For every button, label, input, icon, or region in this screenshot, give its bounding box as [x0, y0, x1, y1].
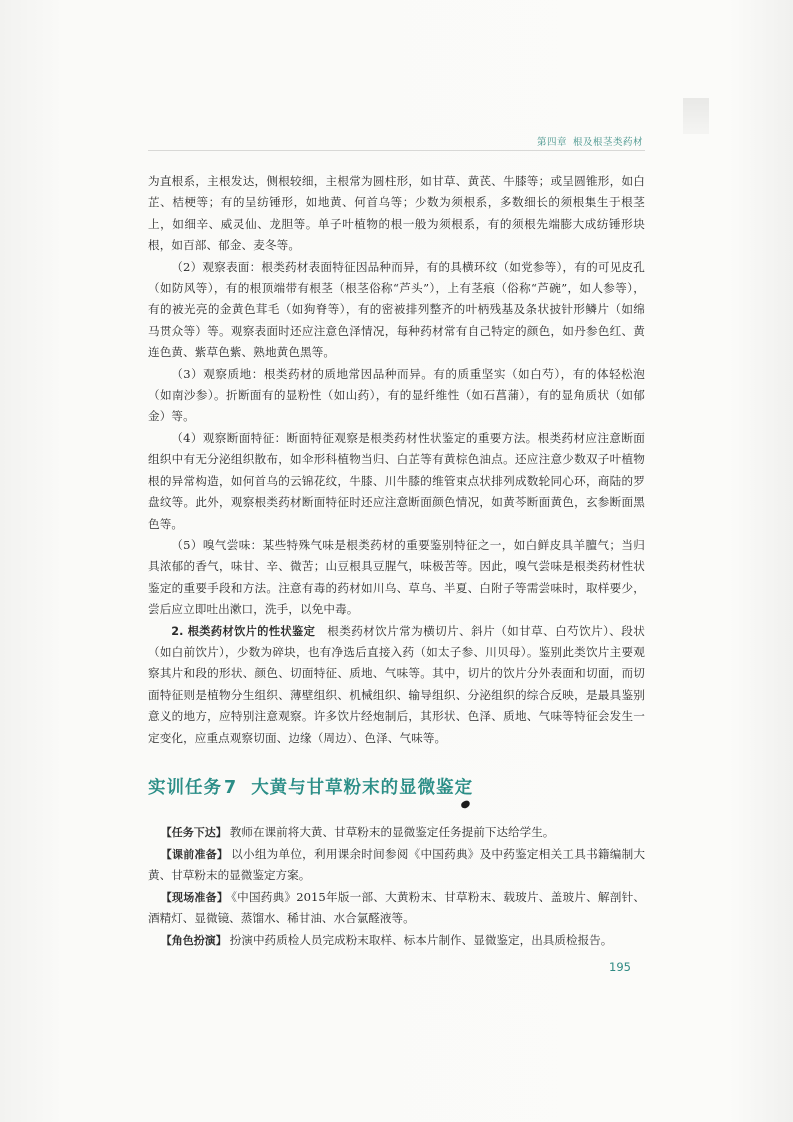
task-item: [148, 822, 645, 844]
task-text: 《中国药典》2015年版一部、大黄粉末、甘草粉末、载玻片、盖玻片、解剖针、酒精灯、显微镜、蒸馏水、稀甘油、水合氯醛液等。: [148, 889, 645, 926]
chapter-label: 第四章: [536, 137, 567, 148]
subheading-decoction-pieces: 2. 根类药材饮片的性状鉴定: [171, 624, 316, 638]
task-text: 扮演中药质检人员完成粉末取样、标本片制作、显微鉴定，出具质检报告。: [229, 932, 613, 947]
section-number: 7: [224, 778, 238, 798]
paragraph-decoction-pieces: [148, 621, 645, 749]
page-corner-shadow: [683, 98, 709, 134]
paragraph-root-system: 为直根系，主根发达，侧根较细，主根常为圆柱形，如甘草、黄芪、牛膝等；或呈圆锥形，如白芷、桔梗等；有的呈纺锤形，如地黄、何首乌等；少数为须根系，多数细长的须根集生于根茎上，如细辛、威灵仙、龙胆等。单子叶植物的根一般为须根系，有的须根先端膨大成纺锤形块根，如百部、郁金、麦冬等。: [148, 174, 645, 253]
task-label: 【角色扮演】: [160, 933, 227, 947]
task-text: 教师在课前将大黄、甘草粉末的显微鉴定任务提前下达给学生。: [229, 825, 555, 839]
section-prefix: 实训任务: [148, 778, 222, 798]
task-label: 【任务下达】: [160, 826, 227, 839]
task-text: 以小组为单位，利用课余时间参阅《中国药典》及中药鉴定相关工具书籍编制大黄、甘草粉末的显微鉴定方案。: [148, 846, 645, 883]
task-item: [148, 930, 645, 952]
page-number: 195: [609, 960, 631, 974]
paragraph-fracture: （4）观察断面特征：断面特征观察是根类药材性状鉴定的重要方法。根类药材应注意断面组织中有无分泌组织散布，如伞形科植物当归、白芷等有黄棕色油点。还应注意少数双子叶植物根的异常构造，如何首乌的云锦花纹，牛膝、川牛膝的维管束点状排列成数轮同心环，商陆的罗盘纹等。此外，观察根类药材断面特征时还应注意断面颜色情况，如黄芩断面黄色，玄参断面黑色等。: [148, 430, 645, 531]
task-item: [148, 844, 645, 887]
paragraph-smell-taste: （5）嗅气尝味：某些特殊气味是根类药材的重要鉴别特征之一，如白鲜皮具羊膻气；当归具浓郁的香气，味甘、辛、微苦；山豆根具豆腥气，味极苦等。因此，嗅气尝味是根类药材性状鉴定的重要手段和方法。注意有毒的药材如川乌、草乌、半夏、白附子等需尝味时，取样要少，尝后应立即吐出漱口，洗手，以免中毒。: [148, 537, 645, 617]
header-divider: [148, 150, 645, 151]
task-label: 【现场准备】: [160, 890, 229, 904]
paragraph-decoction-body: 根类药材饮片常为横切片、斜片（如甘草、白芍饮片）、段状（如白前饮片），少数为碎块，也有净选后直接入药（如太子参、川贝母）。鉴别此类饮片主要观察其片和段的形状、颜色、切面特征、质地、气味等。其中，切片的饮片分外表面和切面，而切面特征则是植物分生组织、薄壁组织、机械组织、输导组织、分泌组织的综合反映，是最具鉴别意义的地方，应特别注意观察。许多饮片经炮制后，其形状、色泽、质地、气味等特征会发生一定变化，应重点观察切面、边缘（周边）、色泽、气味等。: [148, 623, 645, 745]
task-label: 【课前准备】: [160, 847, 229, 861]
body-text: [148, 171, 645, 749]
task-list: [148, 822, 645, 952]
paragraph-surface: （2）观察表面：根类药材表面特征因品种而异，有的具横环纹（如党参等），有的可见皮孔（如防风等），有的根顶端带有根茎（根茎俗称“芦头”），上有茎痕（俗称“芦碗”，如人参等），有的被光亮的金黄色茸毛（如狗脊等），有的密被排列整齐的叶柄残基及条状披针形鳞片（如绵马贯众等）等。观察表面时还应注意色泽情况，每种药材常有自己特定的颜色，如丹参色红、黄连色黄、紫草色紫、熟地黄色黑等。: [148, 259, 645, 360]
task-item: [148, 887, 645, 930]
section-title: 大黄与甘草粉末的显微鉴定: [251, 778, 474, 798]
paragraph-texture: （3）观察质地：根类药材的质地常因品种而异。有的质重坚实（如白芍），有的体轻松泡（如南沙参）。折断面有的显粉性（如山药），有的显纤维性（如石菖蒲），有的显角质状（如郁金）等。: [148, 366, 645, 424]
running-header: [531, 134, 643, 148]
section-heading: [148, 774, 648, 799]
chapter-title: 根及根茎类药材: [572, 137, 643, 148]
ink-smudge: [460, 800, 471, 810]
